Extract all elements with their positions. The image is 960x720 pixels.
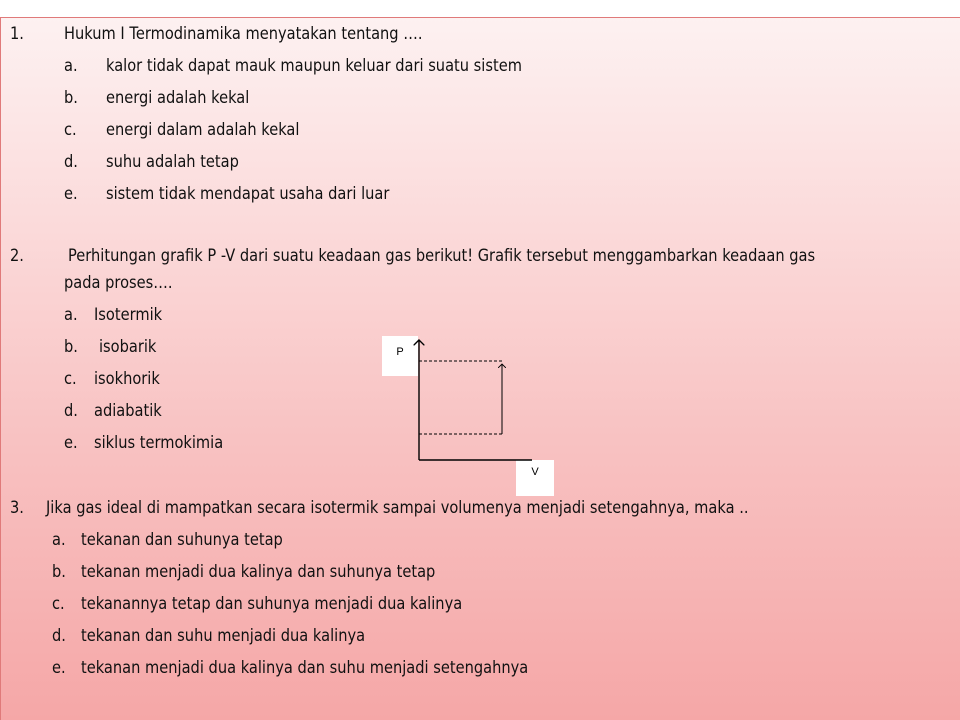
q1-number: 1.	[10, 24, 24, 44]
q2-option-c-letter: c.	[64, 369, 77, 389]
q1-option-b-letter: b.	[64, 88, 78, 108]
q2-option-b-text: isobarik	[99, 337, 157, 357]
q1-option-c-letter: c.	[64, 120, 77, 140]
q2-option-d-letter: d.	[64, 401, 78, 421]
q3-option-c-text: tekanannya tetap dan suhunya menjadi dua kalinya	[81, 594, 463, 614]
graph-x-label: V	[516, 460, 554, 496]
q2-option-e-letter: e.	[64, 433, 78, 453]
q2-text-line1: Perhitungan grafik P -V dari suatu keadaan gas berikut! Grafik tersebut menggambarkan keadaan gas	[68, 246, 816, 266]
q3-option-d-letter: d.	[52, 626, 66, 646]
q2-option-b-letter: b.	[64, 337, 78, 357]
q1-text: Hukum I Termodinamika menyatakan tentang ….	[64, 24, 423, 44]
q3-option-d-text: tekanan dan suhu menjadi dua kalinya	[81, 626, 366, 646]
q3-number: 3.	[10, 498, 24, 518]
q2-option-d-text: adiabatik	[94, 401, 162, 421]
q1-option-d-text: suhu adalah tetap	[106, 152, 239, 172]
q2-option-a-letter: a.	[64, 305, 78, 325]
q1-option-b-text: energi adalah kekal	[106, 88, 250, 108]
q1-option-e-letter: e.	[64, 184, 78, 204]
q2-option-a-text: Isotermik	[94, 305, 163, 325]
q3-option-e-letter: e.	[52, 658, 66, 678]
q2-option-c-text: isokhorik	[94, 369, 160, 389]
graph-y-label: P	[382, 336, 418, 376]
q3-option-c-letter: c.	[52, 594, 65, 614]
q2-text-line2: pada proses….	[64, 273, 173, 293]
q2-option-e-text: siklus termokimia	[94, 433, 224, 453]
q1-option-a-letter: a.	[64, 56, 78, 76]
q3-option-a-text: tekanan dan suhunya tetap	[81, 530, 283, 550]
q3-option-b-text: tekanan menjadi dua kalinya dan suhunya tetap	[81, 562, 436, 582]
q3-option-e-text: tekanan menjadi dua kalinya dan suhu menjadi setengahnya	[81, 658, 529, 678]
q3-option-b-letter: b.	[52, 562, 66, 582]
q1-option-e-text: sistem tidak mendapat usaha dari luar	[106, 184, 390, 204]
q2-number: 2.	[10, 246, 24, 266]
q1-option-d-letter: d.	[64, 152, 78, 172]
q1-option-a-text: kalor tidak dapat mauk maupun keluar dari suatu sistem	[106, 56, 522, 76]
q1-option-c-text: energi dalam adalah kekal	[106, 120, 300, 140]
q3-text: Jika gas ideal di mampatkan secara isotermik sampai volumenya menjadi setengahnya, maka ..	[46, 498, 749, 518]
q3-option-a-letter: a.	[52, 530, 66, 550]
